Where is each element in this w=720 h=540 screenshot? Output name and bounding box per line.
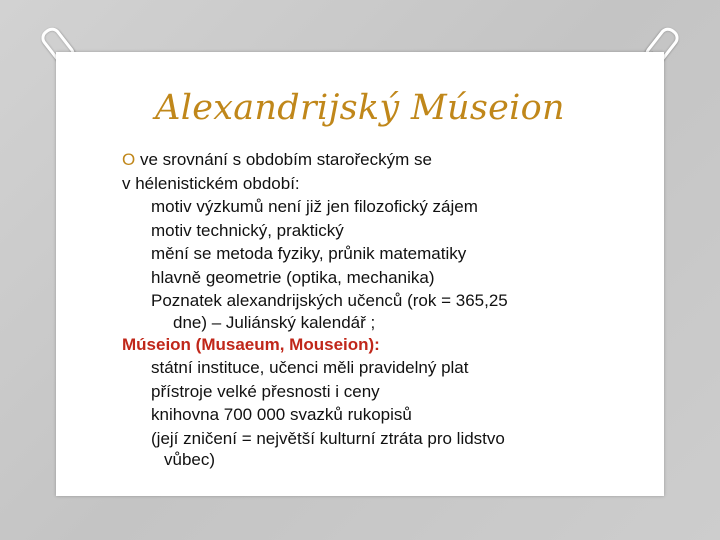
sub-line: knihovna 700 000 svazků rukopisů bbox=[151, 405, 412, 424]
slide-body bbox=[122, 148, 592, 470]
bullet-line: O ve srovnání s obdobím starořeckým se bbox=[122, 148, 592, 172]
sub-line: hlavně geometrie (optika, mechanika) bbox=[151, 267, 435, 287]
sub-line: přístroje velké přesnosti i ceny bbox=[151, 381, 380, 401]
slide-title: Alexandrijský Múseion bbox=[155, 88, 565, 128]
section-heading: Múseion (Musaeum, Mouseion): bbox=[122, 334, 380, 354]
text-line: v hélenistickém období: bbox=[122, 173, 300, 193]
sub-line: (její zničení = největší kulturní ztráta pro lidstvo bbox=[151, 428, 505, 448]
sub-line-continuation: dne) – Juliánský kalendář ; bbox=[173, 312, 376, 332]
bullet-icon: O bbox=[122, 150, 136, 169]
sub-line: mění se metoda fyziky, průnik matematiky bbox=[151, 244, 467, 263]
sub-line: motiv technický, praktický bbox=[151, 220, 344, 240]
sub-line: státní instituce, učenci měli pravidelný plat bbox=[151, 358, 469, 377]
sub-line: motiv výzkumů není již jen filozofický zájem bbox=[151, 197, 478, 216]
sub-line: Poznatek alexandrijských učenců (rok = 365,25 bbox=[151, 291, 508, 310]
sub-line-continuation: vůbec) bbox=[164, 450, 216, 469]
